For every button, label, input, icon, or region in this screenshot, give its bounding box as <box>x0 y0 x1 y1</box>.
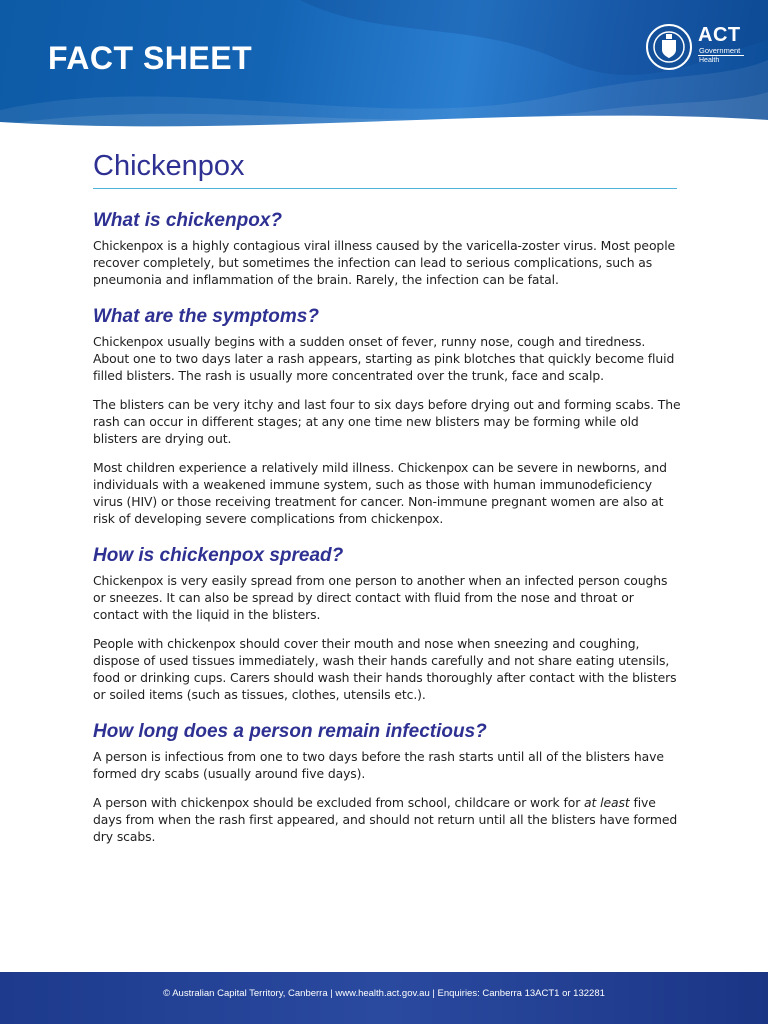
fact-sheet-title: FACT SHEET <box>48 40 253 76</box>
footer-text: © Australian Capital Territory, Canberra | www.health.act.gov.au | Enquiries: Canberra 13ACT1 or 132281 <box>163 988 605 999</box>
paragraph: Most children experience a relatively mild illness. Chickenpox can be severe in newborns, and individuals with a weakened immune system, such as those with human immunodeficiency virus (HIV) or those receiving treatment for cancer. Non-immune pregnant women are also at risk of developing severe complications from chickenpox. <box>93 460 667 526</box>
paragraph: Chickenpox is a highly contagious viral illness caused by the varicella-zoster virus. Most people recover completely, but sometimes the infection can lead to serious complications, such as pneumonia and inflammation of the brain. Rarely, the infection can be fatal. <box>93 238 676 287</box>
logo-act-text: ACT <box>698 24 741 46</box>
document-title: Chickenpox <box>93 148 677 189</box>
paragraph: Chickenpox usually begins with a sudden onset of fever, runny nose, cough and tiredness. About one to two days later a rash appears, starting as pink blotches that quickly become fluid filled blisters. The rash is usually more concentrated over the trunk, face and scalp. <box>93 334 675 383</box>
paragraph: Chickenpox is very easily spread from one person to another when an infected person coughs or sneezes. It can also be spread by direct contact with fluid from the nose and throat or contact with the liquid in the blisters. <box>93 573 668 622</box>
paragraph: The blisters can be very itchy and last four to six days before drying out and forming scabs. The rash can occur in different stages; at any one time new blisters may be forming while old blisters are drying out. <box>93 397 681 446</box>
document-body <box>93 148 683 845</box>
exclusion-paragraph <box>93 794 683 845</box>
paragraph: A person is infectious from one to two days before the rash starts until all of the blisters have formed dry scabs (usually around five days). <box>93 749 664 781</box>
section-heading-what-is: What is chickenpox? <box>93 210 282 231</box>
exclusion-text-before: A person with chickenpox should be excluded from school, childcare or work for <box>93 795 585 810</box>
header-banner <box>0 0 768 135</box>
logo-government-text: Government <box>699 46 741 55</box>
section-heading-symptoms: What are the symptoms? <box>93 306 319 327</box>
section-heading-infectious: How long does a person remain infectious? <box>93 721 487 742</box>
act-government-logo <box>646 24 746 74</box>
logo-health-text: Health <box>699 57 720 64</box>
exclusion-text-after: five days from when the rash first appeared, and should not return until all the blisters have formed dry scabs. <box>93 795 678 844</box>
paragraph: People with chickenpox should cover their mouth and nose when sneezing and coughing, dispose of used tissues immediately, wash their hands carefully and not share eating utensils, food or drinking cups. Carers should wash their hands thoroughly after contact with the blisters or soiled items (such as tissues, clothes, utensils etc.). <box>93 636 677 702</box>
logo-divider <box>698 55 744 56</box>
exclusion-emphasis: at least <box>584 795 630 810</box>
section-heading-spread: How is chickenpox spread? <box>93 545 344 566</box>
footer-bar <box>0 972 768 1024</box>
crest-icon <box>646 24 692 70</box>
